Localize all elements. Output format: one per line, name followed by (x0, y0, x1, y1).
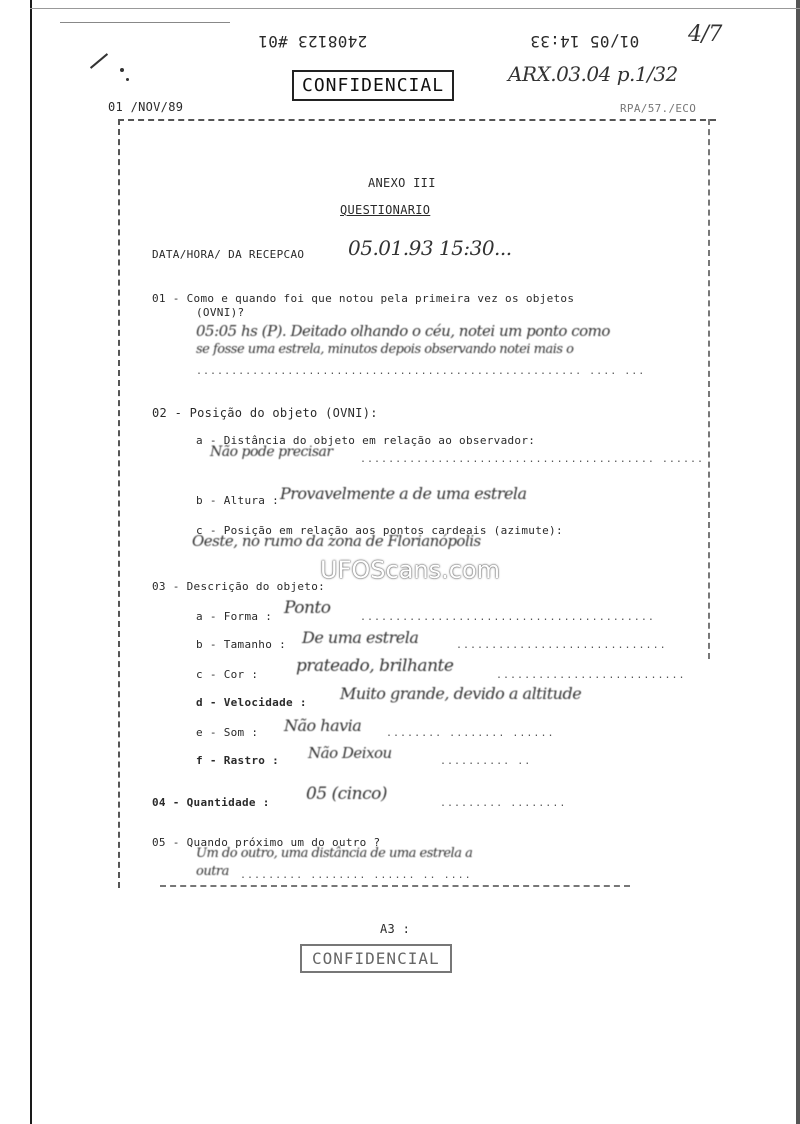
watermark: UFOScans.com (320, 556, 500, 584)
question-03d-answer: Muito grande, devido a altitude (340, 684, 582, 703)
question-03a-answer: Ponto (284, 598, 331, 618)
question-04-answer: 05 (cinco) (306, 784, 387, 804)
dotted-answer-line: .......... .. (440, 756, 532, 767)
page-mark: 4/7 (688, 22, 722, 47)
question-03c-label: c - Cor : (196, 668, 259, 681)
question-05-answer-line2: outra (196, 864, 229, 879)
fax-time: 01/05 14:33 (530, 32, 640, 51)
form-frame-bottom (160, 885, 630, 887)
question-02c-label: c - Posição em relação aos pontos cardeais (azimute): (196, 524, 563, 537)
question-02-label: 02 - Posição do objeto (OVNI): (152, 406, 378, 420)
scan-line (60, 22, 230, 23)
document-date: 01 /NOV/89 (108, 100, 184, 114)
page-code: A3 : (380, 922, 411, 936)
scan-right-edge (796, 0, 800, 1124)
question-03e-answer: Não havia (284, 716, 362, 735)
scan-speck (90, 53, 108, 69)
dotted-answer-line: .......................................... (360, 612, 655, 623)
scan-speck (120, 68, 124, 72)
question-03c-answer: prateado, brilhante (296, 656, 454, 676)
question-02a-answer: Não pode precisar (210, 444, 333, 460)
confidential-stamp-top: CONFIDENCIAL (292, 70, 454, 101)
fax-id: 2408123 #01 (258, 32, 368, 51)
question-02a-label: a - Distância do objeto em relação ao observador: (196, 434, 536, 447)
dotted-answer-line: .............................. (456, 640, 667, 651)
question-05-label: 05 - Quando próximo um do outro ? (152, 836, 381, 849)
question-01-answer-line1: 05:05 hs (P). Deitado olhando o céu, notei um ponto como (196, 322, 610, 340)
question-03b-answer: De uma estrela (302, 628, 419, 647)
confidential-stamp-bottom: CONFIDENCIAL (300, 944, 452, 973)
dotted-answer-line: ....................................................... .... ... (196, 366, 646, 377)
question-03e-label: e - Som : (196, 726, 259, 739)
reception-value: 05.01.93 15:30... (348, 236, 512, 260)
dotted-answer-line: .......................................... ...... (360, 454, 705, 465)
question-03a-label: a - Forma : (196, 610, 273, 623)
scan-left-edge (30, 0, 32, 1124)
dotted-answer-line: ......... ........ (440, 798, 567, 809)
annex-label: ANEXO III (368, 176, 436, 190)
reference-code: RPA/57./ECO (620, 102, 697, 115)
scan-top-edge (30, 8, 800, 9)
question-02c-answer: Oeste, no rumo da zona de Florianópolis (192, 532, 481, 550)
question-01-label: 01 - Como e quando foi que notou pela primeira vez os objetos (152, 292, 575, 305)
question-03b-label: b - Tamanho : (196, 638, 286, 651)
question-03f-label: f - Rastro : (196, 754, 280, 767)
question-05-answer-line1: Um do outro, uma distância de uma estrela a (196, 846, 473, 861)
question-03d-label: d - Velocidade : (196, 696, 307, 709)
question-01-label-cont: (OVNI)? (196, 306, 245, 319)
question-02b-answer: Provavelmente a de uma estrela (280, 484, 527, 503)
dotted-answer-line: ........ ........ ...... (386, 728, 555, 739)
dotted-answer-line: ........................... (496, 670, 686, 681)
question-03f-answer: Não Deixou (308, 744, 392, 762)
question-03-label: 03 - Descrição do objeto: (152, 580, 326, 593)
question-02b-label: b - Altura : (196, 494, 280, 507)
question-01-answer-line2: se fosse uma estrela, minutos depois observando notei mais o (196, 342, 574, 357)
scan-speck (126, 78, 129, 81)
dotted-answer-line: ......... ........ ...... .. .... (240, 870, 472, 881)
reception-label: DATA/HORA/ DA RECEPCAO (152, 248, 305, 261)
form-frame-right (708, 119, 710, 659)
questionnaire-title: QUESTIONARIO (340, 203, 431, 217)
archive-reference: ARX.03.04 p.1/32 (508, 62, 678, 86)
question-04-label: 04 - Quantidade : (152, 796, 270, 809)
